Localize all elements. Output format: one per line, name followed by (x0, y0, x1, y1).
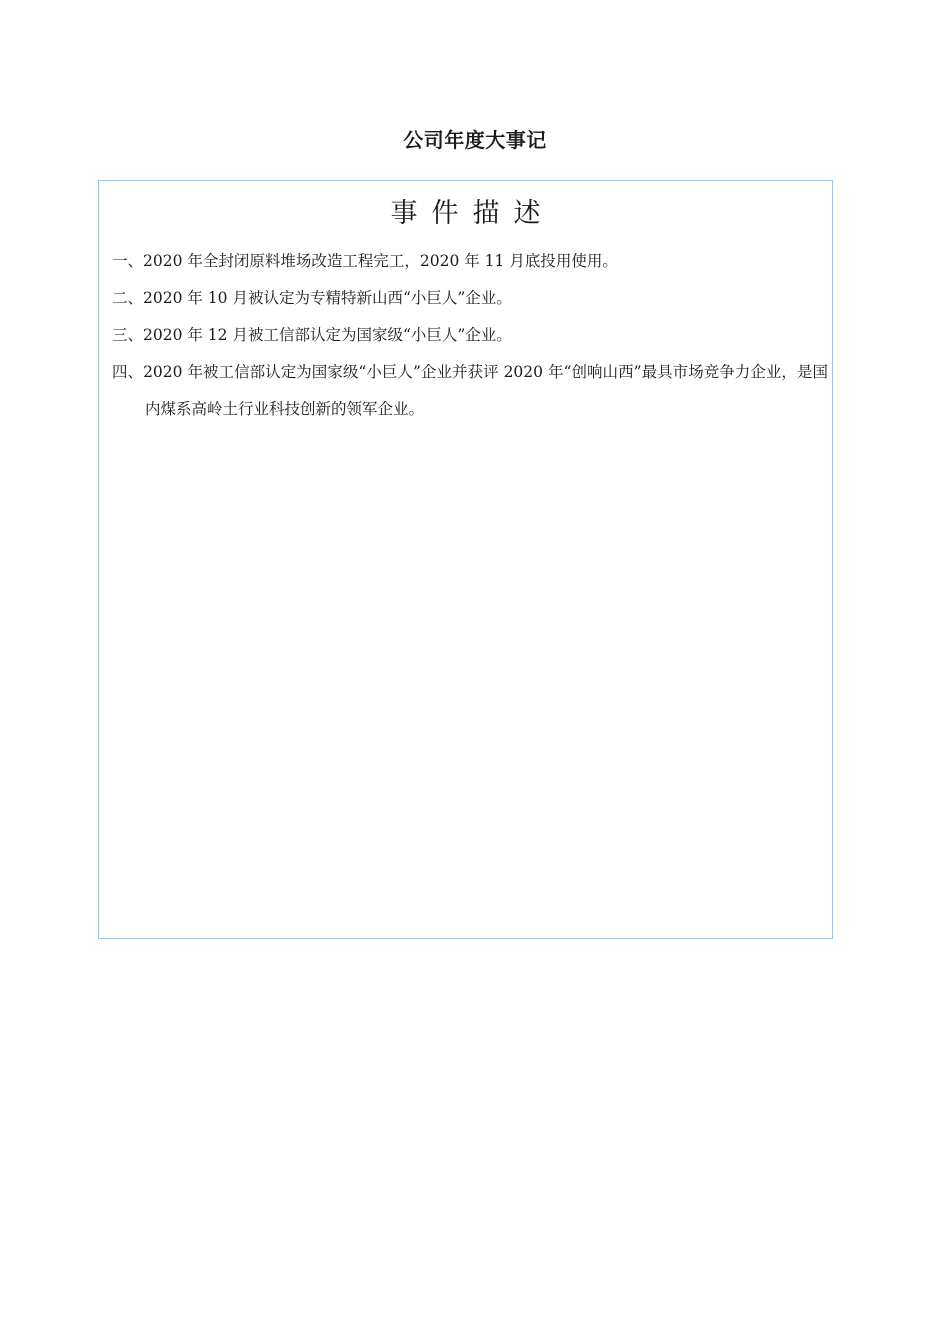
event-item-4: 四、2020 年被工信部认定为国家级“小巨人”企业并获评 2020 年“创响山西”最具市场竞争力企业，是国内煤系高岭土行业科技创新的领军企业。 (112, 363, 828, 418)
event-item-1: 一、2020 年全封闭原料堆场改造工程完工，2020 年 11 月底投用使用。 (112, 252, 618, 270)
event-item-2: 二、2020 年 10 月被认定为专精特新山西“小巨人”企业。 (112, 289, 512, 307)
table-header: 事件描述 (390, 198, 555, 229)
event-item-3: 三、2020 年 12 月被工信部认定为国家级“小巨人”企业。 (112, 326, 512, 344)
page-title: 公司年度大事记 (403, 128, 547, 152)
event-table (98, 180, 833, 939)
event-list (112, 243, 828, 428)
